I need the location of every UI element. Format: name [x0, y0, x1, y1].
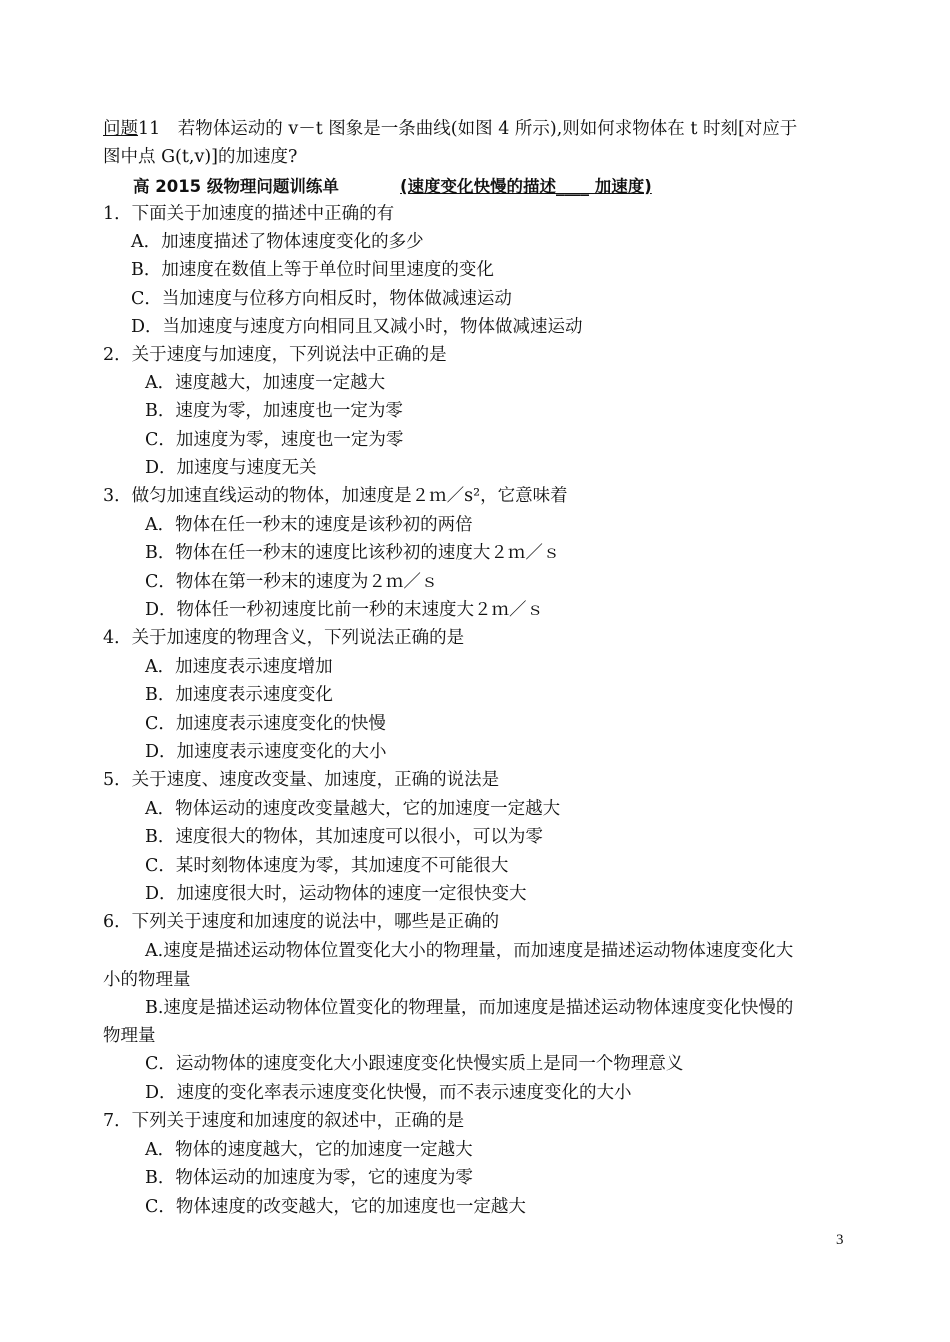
option-item: D．速度的变化率表示速度变化快慢，而不表示速度变化的大小	[145, 1083, 632, 1103]
option-item: C．当加速度与位移方向相反时，物体做减速运动	[131, 289, 512, 309]
option-item: C．加速度为零，速度也一定为零	[145, 430, 404, 450]
option-item: B．加速度在数值上等于单位时间里速度的变化	[131, 260, 494, 280]
option-item: D．物体任一秒初速度比前一秒的末速度大２ｍ／ｓ	[145, 600, 545, 620]
intro-line-2: 图中点 G(t,v)]的加速度?	[103, 147, 298, 167]
intro-prefix: 问题	[103, 119, 138, 139]
option-item: B．物体在任一秒末的速度比该秒初的速度大２ｍ／ｓ	[145, 543, 561, 563]
title-left: 高 2015 级物理问题训练单	[133, 177, 339, 196]
question-stem: 5．关于速度、速度改变量、加速度，正确的说法是	[103, 770, 500, 790]
option-item: A.速度是描述运动物体位置变化大小的物理量，而加速度是描述运动物体速度变化大	[145, 941, 794, 961]
title-right: (速度变化快慢的描述____ 加速度)	[400, 177, 652, 196]
question-stem: 1．下面关于加速度的描述中正确的有	[103, 204, 395, 224]
intro-text: 11 若物体运动的 v－t 图象是一条曲线(如图 4 所示),则如何求物体在 t 时刻[对应于	[138, 119, 798, 139]
option-item: A．物体在任一秒末的速度是该秒初的两倍	[145, 515, 473, 535]
option-item: B．物体运动的加速度为零，它的速度为零	[145, 1168, 473, 1188]
option-item: A．物体运动的速度改变量越大，它的加速度一定越大	[145, 799, 561, 819]
question-stem: 4．关于加速度的物理含义，下列说法正确的是	[103, 628, 465, 648]
option-item: B．速度很大的物体，其加速度可以很小，可以为零	[145, 827, 543, 847]
option-item: A．加速度表示速度增加	[145, 657, 333, 677]
option-item: D．当加速度与速度方向相同且又减小时，物体做减速运动	[131, 317, 583, 337]
question-stem: 3．做匀加速直线运动的物体，加速度是２ｍ／s²，它意味着	[103, 486, 568, 506]
option-item: A．物体的速度越大，它的加速度一定越大	[145, 1140, 473, 1160]
option-item: D．加速度与速度无关	[145, 458, 317, 478]
option-item: A．加速度描述了物体速度变化的多少	[131, 232, 424, 252]
option-item: C．物体速度的改变越大，它的加速度也一定越大	[145, 1197, 526, 1217]
option-item: C．加速度表示速度变化的快慢	[145, 714, 386, 734]
option-item: B．速度为零，加速度也一定为零	[145, 401, 403, 421]
question-stem: 6．下列关于速度和加速度的说法中，哪些是正确的	[103, 912, 500, 932]
option-item: B．加速度表示速度变化	[145, 685, 333, 705]
option-item: B.速度是描述运动物体位置变化的物理量，而加速度是描述运动物体速度变化快慢的	[145, 998, 794, 1018]
option-item: A．速度越大，加速度一定越大	[145, 373, 386, 393]
question-stem: 7．下列关于速度和加速度的叙述中，正确的是	[103, 1111, 465, 1131]
option-continuation: 小的物理量	[103, 970, 191, 990]
option-item: C．运动物体的速度变化大小跟速度变化快慢实质上是同一个物理意义	[145, 1054, 684, 1074]
option-item: C．某时刻物体速度为零，其加速度不可能很大	[145, 856, 509, 876]
page-number: 3	[836, 1232, 844, 1248]
intro-line-1	[103, 115, 797, 143]
option-continuation: 物理量	[103, 1026, 156, 1046]
option-item: D．加速度很大时，运动物体的速度一定很快变大	[145, 884, 527, 904]
question-stem: 2．关于速度与加速度，下列说法中正确的是	[103, 345, 447, 365]
option-item: C．物体在第一秒末的速度为２ｍ／ｓ	[145, 572, 439, 592]
option-item: D．加速度表示速度变化的大小	[145, 742, 387, 762]
